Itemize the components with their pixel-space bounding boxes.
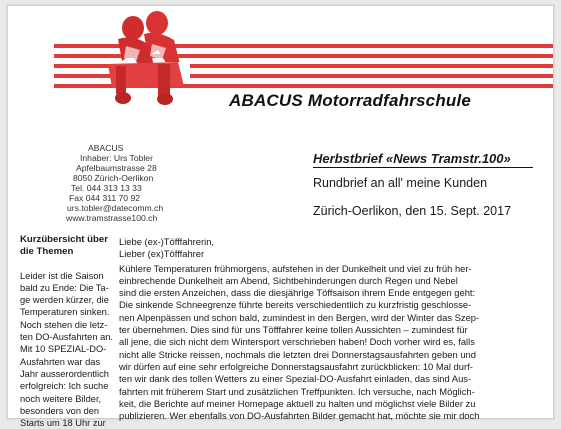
sidebar-heading-line: Kurzübersicht über bbox=[20, 234, 108, 245]
sidebar-line: besonders von den bbox=[20, 405, 100, 416]
body-paragraph bbox=[119, 263, 531, 423]
summary-sidebar bbox=[20, 234, 114, 429]
body-line: Kühlere Temperaturen frühmorgens, aufstehen in der Dunkelheit und viel zu früh her- bbox=[119, 262, 472, 274]
body-line: ter übernehmen. Dies sind für uns Töfffahrer keine tollen Aussichten – zumindest für bbox=[119, 324, 468, 336]
greeting-line: Lieber (ex)Töfffahrer bbox=[119, 248, 205, 260]
body-line: ten wir dank des tollen Wetters zu einer Spezial-DO-Ausfahrt einladen, das sind Aus- bbox=[119, 373, 472, 385]
sidebar-line: Noch stehen die letz- bbox=[20, 319, 108, 330]
letter-body bbox=[119, 236, 531, 422]
body-line: sind die ersten Anzeichen, dass die diesjährige Töffsaison ihrem Ende entgegen geht: bbox=[119, 287, 476, 299]
address-line: Tel. 044 313 13 33 bbox=[71, 183, 142, 193]
address-website-link[interactable]: www.tramstrasse100.ch bbox=[66, 213, 158, 223]
school-title: ABACUS Motorradfahrschule bbox=[229, 91, 472, 110]
greeting-line: Liebe (ex-)Töfffahrerin, bbox=[119, 236, 215, 247]
greeting bbox=[119, 236, 531, 261]
address-line: Inhaber: Urs Tobler bbox=[80, 153, 153, 163]
body-line: fahrten mit früherem Start und zusätzlichen Treffpunkten. Ich versuche, nach Möglich- bbox=[119, 385, 475, 397]
sidebar-line: Temperaturen sinken. bbox=[20, 307, 110, 318]
body-line: publizieren. Wer ebenfalls von DO-Ausfahrten Bilder gemacht hat, möchte sie mir doch bbox=[119, 410, 480, 422]
sidebar-line: Ausfahrten war das bbox=[20, 356, 101, 367]
sidebar-line: ge werden kürzer, die bbox=[20, 295, 109, 306]
sidebar-line: Mit 10 SPEZIAL-DO- bbox=[20, 344, 107, 355]
address-line: ABACUS bbox=[88, 143, 124, 153]
address-line: Apfelbaumstrasse 28 bbox=[76, 163, 157, 173]
letter-title: Herbstbrief «News Tramstr.100» bbox=[313, 151, 533, 168]
body-line: einbrechende Dunkelheit am Abend, Sichtbehinderungen durch Regen und Nebel bbox=[119, 274, 458, 286]
document-page bbox=[7, 5, 554, 429]
body-line: Die sinkende Schneegrenze führte bereits verschiedentlich zu kurzfristig geschlosse- bbox=[119, 299, 472, 311]
sidebar-line: bald zu Ende: Die Ta- bbox=[20, 282, 109, 293]
body-line: nicht alle Stricke reissen, nochmals die letzten drei Donnerstagsausfahrten geben und bbox=[119, 348, 476, 360]
body-line: all jene, die sich nicht dem Wintersport verschrieben haben! Doch vorher wird es, falls bbox=[119, 336, 475, 348]
address-line: Fax 044 311 70 92 bbox=[69, 193, 141, 203]
sidebar-line: ten DO-Ausfahrten an. bbox=[20, 332, 114, 343]
body-line: keit, die Berichte auf meiner Homepage aktuell zu halten und möglichst viele Bilder zu bbox=[119, 397, 476, 409]
sidebar-line: Jahr ausserordentlich bbox=[20, 368, 109, 379]
letter-subtitle: Rundbrief an all' meine Kunden bbox=[313, 176, 488, 190]
sidebar-line: Starts um 18 Uhr zur bbox=[20, 418, 106, 429]
letter-date: Zürich-Oerlikon, den 15. Sept. 2017 bbox=[313, 204, 512, 218]
body-line: wir dürfen auf eine sehr erfolgreiche Donnerstagsausfahrt zurückblicken: 10 Mal durf- bbox=[119, 360, 473, 372]
sidebar-body bbox=[20, 270, 114, 429]
address-email-link[interactable]: urs.tobler@datecomm.ch bbox=[67, 203, 164, 213]
sidebar-heading bbox=[20, 234, 110, 259]
body-line: nen Alpenpässen und schon bald, zumindest in den Bergen, wird der Winter das Szep- bbox=[119, 311, 480, 323]
sidebar-line: Leider ist die Saison bbox=[20, 270, 104, 281]
sidebar-line: erfolgreich: Ich suche bbox=[20, 381, 109, 392]
address-line: 8050 Zürich-Oerlikon bbox=[73, 173, 154, 183]
sender-address bbox=[66, 143, 163, 223]
sidebar-line: noch weitere Bilder, bbox=[20, 393, 102, 404]
letter-header bbox=[313, 151, 533, 218]
sidebar-heading-line: die Themen bbox=[20, 246, 74, 258]
